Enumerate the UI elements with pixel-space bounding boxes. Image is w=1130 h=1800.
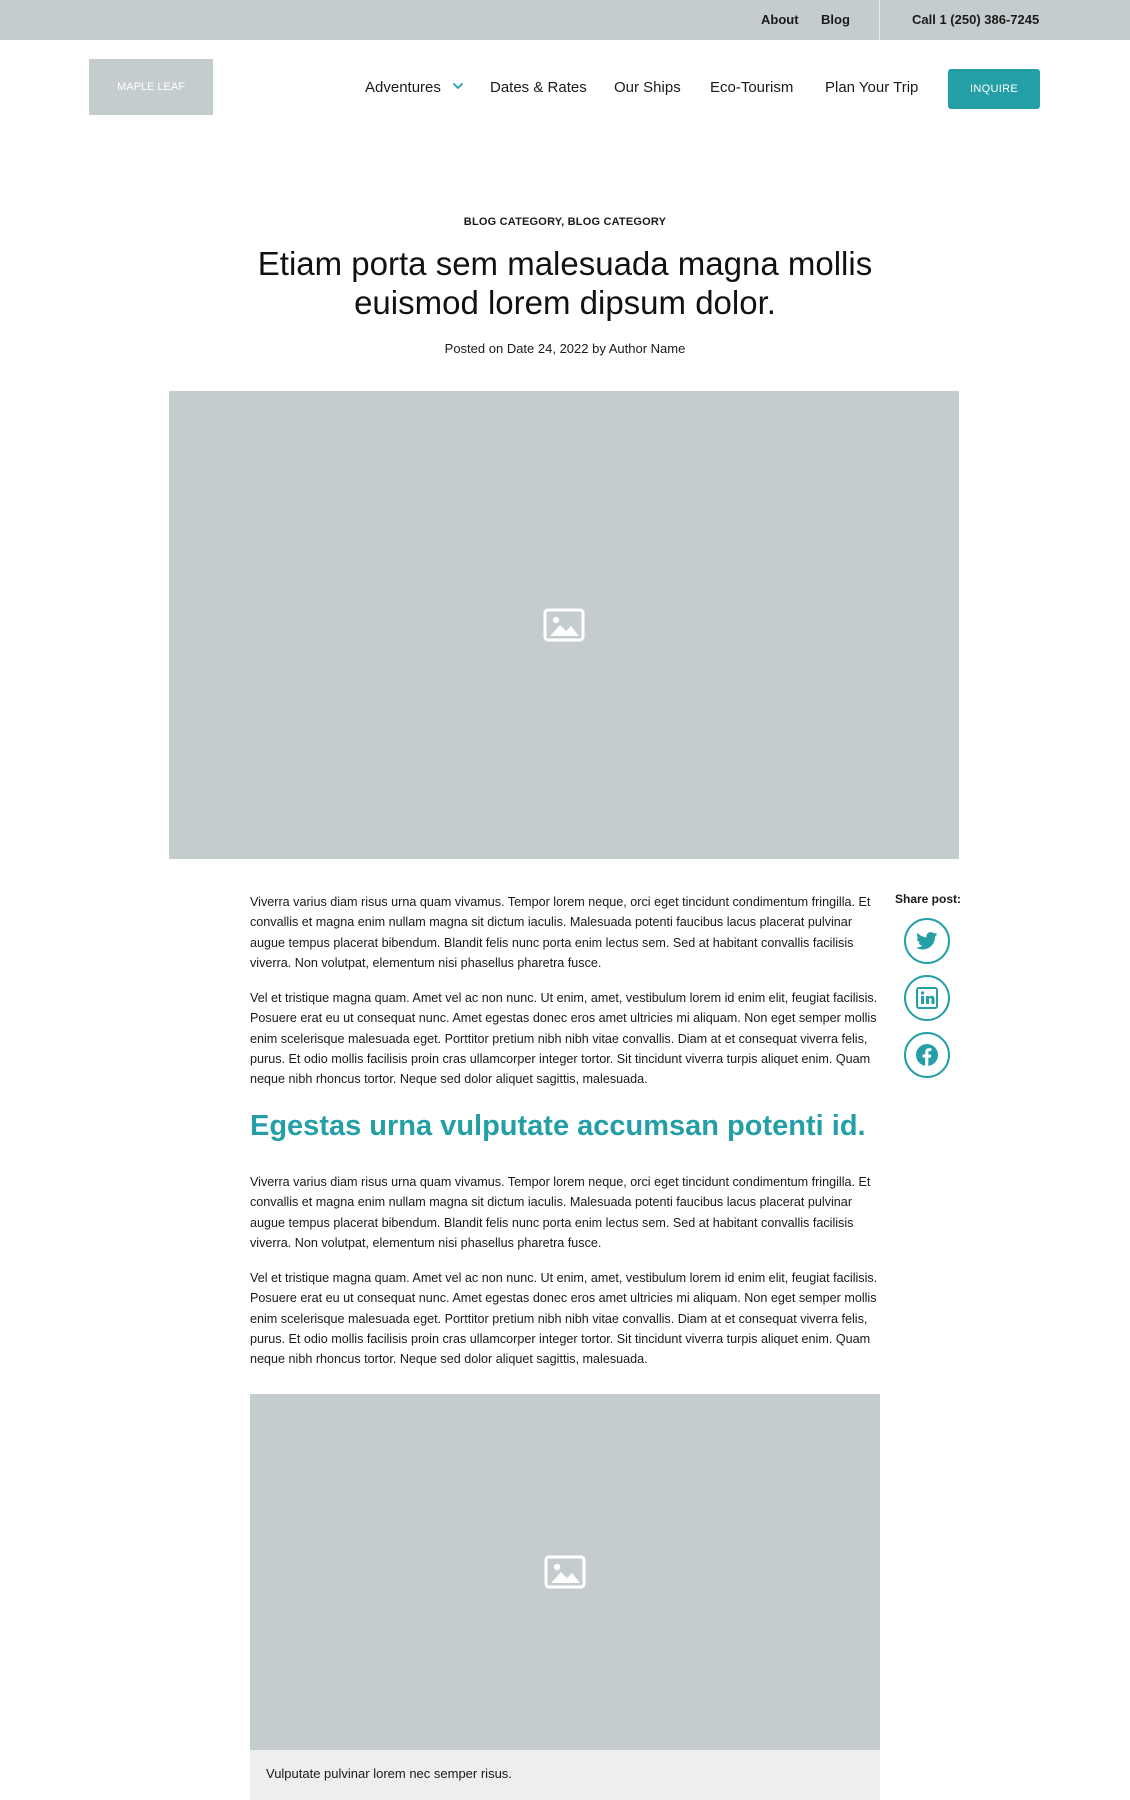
- body-paragraph: Viverra varius diam risus urna quam vivamus. Tempor lorem neque, orci eget tincidunt condimentum fringilla. Et convallis et magna enim nullam magna sit dictum iaculis. Malesuada potenti faucibus lacus placerat pulvinar augue tempus placerat bibendum. Blandit felis nunc porta enim lectus sem. Sed at habitant convallis facilisis viverra. Non volutpat, elementum nisi phasellus pharetra fusce.: [250, 1175, 871, 1250]
- nav-item-dates-rates[interactable]: Dates & Rates: [490, 79, 587, 96]
- post-meta: Posted on Date 24, 2022 by Author Name: [444, 341, 686, 356]
- nav-item-plan-your-trip[interactable]: Plan Your Trip: [825, 79, 919, 96]
- nav-item-eco-tourism[interactable]: Eco-Tourism: [710, 79, 794, 96]
- chevron-down-icon: [451, 79, 465, 93]
- image-icon: [543, 608, 585, 642]
- nav-item-label: Adventures: [365, 79, 441, 96]
- post-title: Etiam porta sem malesuada magna mollis euismod lorem dipsum dolor.: [257, 245, 873, 321]
- body-paragraph: Viverra varius diam risus urna quam vivamus. Tempor lorem neque, orci eget tincidunt condimentum fringilla. Et convallis et magna enim nullam magna sit dictum iaculis. Malesuada potenti faucibus lacus placerat pulvinar augue tempus placerat bibendum. Blandit felis nunc porta enim lectus sem. Sed at habitant convallis facilisis viverra. Non volutpat, elementum nisi phasellus pharetra fusce.: [250, 895, 871, 970]
- inquire-button[interactable]: INQUIRE: [948, 69, 1040, 109]
- image-caption-text: Vulputate pulvinar lorem nec semper risus.: [266, 1766, 512, 1781]
- post-categories[interactable]: BLOG CATEGORY, BLOG CATEGORY: [463, 216, 667, 228]
- share-label: Share post:: [895, 892, 962, 906]
- phone-link[interactable]: Call 1 (250) 386-7245: [912, 12, 1040, 27]
- nav-item-adventures[interactable]: [365, 68, 465, 108]
- site-logo[interactable]: MAPLE LEAF: [89, 59, 213, 115]
- linkedin-icon: [916, 987, 938, 1009]
- nav-item-our-ships[interactable]: Our Ships: [614, 79, 681, 96]
- image-caption: [250, 1750, 880, 1800]
- section-heading: Egestas urna vulputate accumsan potenti id.: [250, 1110, 866, 1142]
- twitter-icon: [916, 932, 938, 950]
- blog-link[interactable]: Blog: [821, 12, 850, 27]
- hero-image: [169, 391, 959, 859]
- facebook-icon: [915, 1043, 939, 1067]
- body-paragraph: Vel et tristique magna quam. Amet vel ac non nunc. Ut enim, amet, vestibulum lorem id enim elit, feugiat facilisis. Posuere erat eu ut consequat nunc. Amet egestas donec eros amet ultricies mi aliquam. Non eget semper mollis enim scelerisque malesuada eget. Porttitor pretium nibh nibh vitae convallis. Diam at et consequat viverra felis, purus. Et odio mollis facilisis proin cras ullamcorper integer tortor. Sit tincidunt viverra turpis aliquet enim. Quam neque nibh rhoncus tortor. Neque sed dolor aliquet sagittis, malesuada.: [250, 1271, 878, 1367]
- share-linkedin-button[interactable]: [904, 975, 950, 1021]
- body-paragraph: Vel et tristique magna quam. Amet vel ac non nunc. Ut enim, amet, vestibulum lorem id enim elit, feugiat facilisis. Posuere erat eu ut consequat nunc. Amet egestas donec eros amet ultricies mi aliquam. Non eget semper mollis enim scelerisque malesuada eget. Porttitor pretium nibh nibh vitae convallis. Diam at et consequat viverra felis, purus. Et odio mollis facilisis proin cras ullamcorper integer tortor. Sit tincidunt viverra turpis aliquet enim. Quam neque nibh rhoncus tortor. Neque sed dolor aliquet sagittis, malesuada.: [250, 991, 878, 1087]
- share-twitter-button[interactable]: [904, 918, 950, 964]
- top-utility-bar: [0, 0, 1130, 40]
- share-facebook-button[interactable]: [904, 1032, 950, 1078]
- image-icon: [544, 1555, 586, 1589]
- about-link[interactable]: About: [761, 12, 799, 27]
- inline-image: [250, 1394, 880, 1750]
- topbar-divider: [879, 0, 880, 40]
